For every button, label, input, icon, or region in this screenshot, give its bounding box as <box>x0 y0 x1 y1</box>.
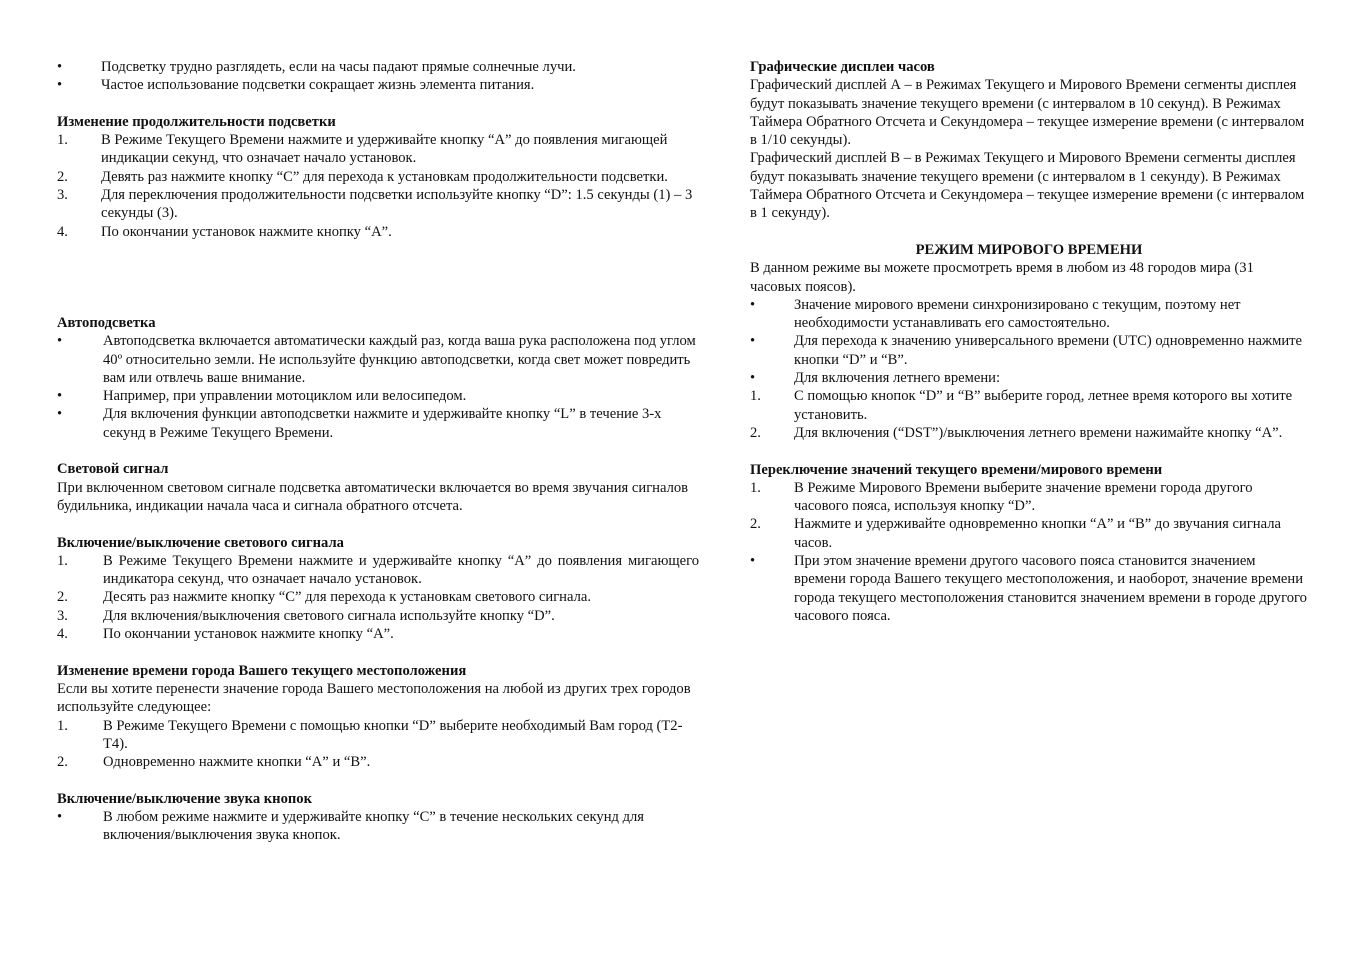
list-item-text: По окончании установок нажмите кнопку “А”. <box>103 626 394 643</box>
list-item-text: Например, при управлении мотоциклом или велосипедом. <box>103 388 467 405</box>
list-item-text: Значение мирового времени синхронизировано с текущим, поэтому нет необходимости устанавливать его самостоятельно. <box>794 296 1241 332</box>
list-item <box>750 479 1308 516</box>
list-item <box>57 58 699 76</box>
list-marker: 1. <box>750 479 761 496</box>
paragraph: Графический дисплей А – в Режимах Текущего и Мирового Времени сегменты дисплея будут показывать значение текущего времени (с интервалом в 10 секунд). В Режимах Таймера Обратного Отсчета и Секундомера – текущее измерение времени (с интервалом в 1/10 секунды). <box>750 77 1305 149</box>
list-item-text: Для перехода к значению универсального времени (UTC) одновременно нажмите кнопки “D” и “В”. <box>794 333 1303 368</box>
section-heading-graphic: Графические дисплеи часов <box>750 59 935 75</box>
list-item-text: Для включения летнего времени: <box>794 370 1001 387</box>
list-item-text: При этом значение времени другого часового пояса становится значением времени города Вашего текущего местоположения, и наоборот, значение времени города текущего местоположения становится значением времени в городе другого часового пояса. <box>794 553 1307 624</box>
number-marker: 3. <box>57 607 68 624</box>
number-marker: 2. <box>57 168 68 185</box>
list-item <box>57 717 699 754</box>
number-marker: 1. <box>57 552 68 569</box>
list-item-text: Для включения функции автоподсветки нажмите и удерживайте кнопку “L” в течение 3-х секунд в Режиме Текущего Времени. <box>103 406 662 441</box>
number-marker: 2. <box>57 754 68 771</box>
list-item <box>57 186 699 223</box>
list-marker: • <box>750 333 756 350</box>
list-item <box>750 369 1308 387</box>
list-item-text: Автоподсветка включается автоматически каждый раз, когда ваша рука расположена под углом 40º относительно земли. Не используйте функцию автоподсветки, когда свет может повредить вам или отвлечь ваше внимание. <box>103 333 696 386</box>
list-item-text: Для переключения продолжительности подсветки используйте кнопку “D”: 1.5 секунды (1) – 3 секунды (3). <box>101 187 693 222</box>
list-item <box>750 296 1308 333</box>
list-item-text: В Режиме Текущего Времени нажмите и удерживайте кнопку “А” до появления мигающей индикации секунд, что означает начало установок. <box>101 132 668 167</box>
list-item <box>57 405 699 442</box>
list-item <box>750 424 1308 442</box>
list-item-text: Девять раз нажмите кнопку “С” для перехода к установкам продолжительности подсветки. <box>101 168 668 185</box>
number-marker: 2. <box>57 589 68 606</box>
list-marker: • <box>750 296 756 313</box>
section-heading-signal-toggle: Включение/выключение светового сигнала <box>57 534 344 551</box>
list-item <box>57 607 699 625</box>
paragraph: Графический дисплей В – в Режимах Текущего и Мирового Времени сегменты дисплея будут показывать значение текущего времени (с интервалом в 1 секунду). В Режимах Таймера Обратного Отсчета и Секундомера – текущее измерение времени (с интервалом в 1 секунду). <box>750 150 1305 222</box>
list-item <box>57 588 699 606</box>
number-marker: 4. <box>57 223 68 240</box>
list-item <box>57 387 699 405</box>
bullet-marker: • <box>57 77 63 94</box>
list-item <box>57 223 699 241</box>
section-heading-button-tone: Включение/выключение звука кнопок <box>57 790 313 807</box>
list-marker: • <box>750 553 756 570</box>
section-heading-home-city: Изменение времени города Вашего текущего местоположения <box>57 662 467 679</box>
paragraph: При включенном световом сигнале подсветка автоматически включается во время звучания сигналов будильника, индикации начала часа и сигнала обратного отсчета. <box>57 479 689 514</box>
section-heading-world-time: РЕЖИМ МИРОВОГО ВРЕМЕНИ <box>915 241 1143 258</box>
right-column <box>750 58 1308 625</box>
paragraph: Если вы хотите перенести значение города Вашего местоположения на любой из других трех городов используйте следующее: <box>57 680 691 716</box>
bullet-marker: • <box>57 388 63 405</box>
list-item <box>57 625 699 643</box>
list-item-text: В Режиме Текущего Времени с помощью кнопки “D” выберите необходимый Вам город (T2-T4). <box>103 717 683 752</box>
left-column <box>57 58 699 845</box>
list-item <box>750 387 1308 424</box>
section-heading-swap: Переключение значений текущего времени/мирового времени <box>750 461 1163 478</box>
list-item-text: В Режиме Мирового Времени выберите значение времени города другого часового пояса, используя кнопку “D”. <box>794 479 1253 515</box>
list-item <box>750 332 1308 369</box>
list-item-text: Частое использование подсветки сокращает жизнь элемента питания. <box>101 77 535 94</box>
list-marker: 2. <box>750 516 761 533</box>
list-item-text: С помощью кнопок “D” и “В” выберите город, летнее время которого вы хотите установить. <box>794 388 1293 423</box>
list-marker: 2. <box>750 424 761 441</box>
list-item-text: Десять раз нажмите кнопку “С” для перехода к установкам светового сигнала. <box>103 589 591 606</box>
bullet-marker: • <box>57 406 63 423</box>
bullet-marker: • <box>57 808 63 825</box>
list-item <box>57 168 699 186</box>
number-marker: 1. <box>57 717 68 734</box>
list-item <box>57 332 699 387</box>
list-item <box>750 552 1308 625</box>
list-item-text: В Режиме Текущего Времени нажмите и удерживайте кнопку “А” до появления мигающего индикатора секунд, что означает начало установок. <box>103 552 699 588</box>
number-marker: 4. <box>57 626 68 643</box>
number-marker: 3. <box>57 187 68 204</box>
list-item-text: Для включения (“DST”)/выключения летнего времени нажимайте кнопку “А”. <box>794 424 1283 441</box>
list-item <box>750 515 1308 552</box>
list-item <box>57 808 699 845</box>
list-marker: • <box>750 370 756 387</box>
section-heading-signal: Световой сигнал <box>57 461 169 478</box>
paragraph: В данном режиме вы можете просмотреть время в любом из 48 городов мира (31 часовых поясов). <box>750 260 1254 295</box>
section-heading-auto: Автоподсветка <box>57 314 156 331</box>
list-item-text: Подсветку трудно разглядеть, если на часы падают прямые солнечные лучи. <box>101 59 576 75</box>
list-item <box>57 76 699 94</box>
list-item-text: В любом режиме нажмите и удерживайте кнопку “С” в течение нескольких секунд для включения/выключения звука кнопок. <box>103 808 645 844</box>
list-item <box>57 753 699 771</box>
bullet-marker: • <box>57 59 63 75</box>
list-item <box>57 552 699 589</box>
list-item-text: Одновременно нажмите кнопки “А” и “В”. <box>103 754 371 771</box>
list-item-text: Нажмите и удерживайте одновременно кнопки “А” и “В” до звучания сигнала часов. <box>794 516 1281 551</box>
list-item-text: По окончании установок нажмите кнопку “А”. <box>101 223 392 240</box>
number-marker: 1. <box>57 132 68 149</box>
bullet-marker: • <box>57 333 63 350</box>
list-item <box>57 131 699 168</box>
list-item-text: Для включения/выключения светового сигнала используйте кнопку “D”. <box>103 607 555 624</box>
section-heading-duration: Изменение продолжительности подсветки <box>57 113 336 130</box>
list-marker: 1. <box>750 388 761 405</box>
